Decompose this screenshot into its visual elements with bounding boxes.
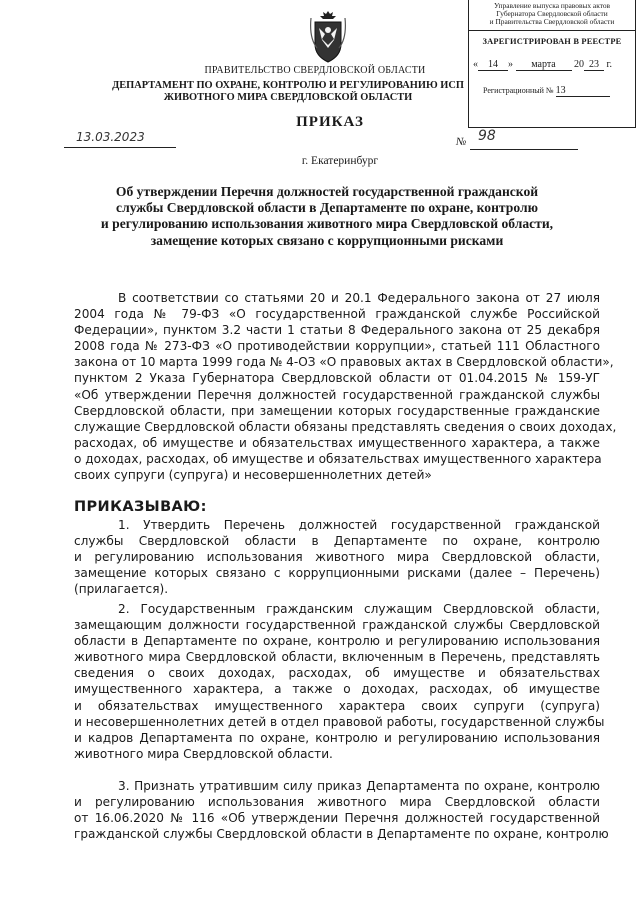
- text-line: и регулированию использования животного мира Свердловской области,: [74, 550, 600, 565]
- stamp-registered-label: ЗАРЕГИСТРИРОВАН В РЕЕСТРЕ: [482, 36, 622, 46]
- text-line: В соответствии со статьями 20 и 20.1 Федерального закона от 27 июля: [118, 291, 600, 305]
- text-line: о доходах, расходах, об имуществе и обязательствах имущественного характера: [74, 451, 602, 466]
- text-line: 2004 года № 79-ФЗ «О государственной гражданской службе Российской: [74, 307, 600, 322]
- text-line: и несовершеннолетних детей в отдел правовой работы, государственной службы: [74, 714, 605, 729]
- text-line: 2008 года № 273-ФЗ «О противодействии коррупции», статьей 111 Областного: [74, 339, 600, 354]
- date-underline: [64, 147, 176, 148]
- text-line: и регулированию использования животного мира Свердловской области: [74, 795, 600, 810]
- text-line: замещающим должности государственной гражданской службы Свердловской: [74, 618, 600, 633]
- handwritten-number: 98: [478, 128, 496, 144]
- stamp-header: [469, 0, 635, 31]
- stamp-day: 14: [478, 59, 508, 71]
- title-line: службы Свердловской области в Департаменте по охране, контролю: [116, 200, 538, 216]
- order-heading: ПРИКАЗЫВАЮ:: [74, 499, 207, 515]
- order-item-3: [74, 778, 609, 842]
- handwritten-date: 13.03.2023: [76, 130, 145, 144]
- text-line: 1. Утвердить Перечень должностей государственной гражданской: [118, 518, 600, 532]
- text-line: Федерации», пунктом 3.2 части 1 статьи 8 Федерального закона от 25 декабря: [74, 323, 600, 338]
- coat-of-arms-icon: [309, 8, 347, 66]
- stamp-reg-number: 13: [556, 85, 610, 97]
- city-name: г. Екатеринбург: [301, 155, 379, 167]
- stamp-year-suffix: 23: [584, 59, 604, 71]
- text-line: животного мира Свердловской области.: [74, 746, 333, 761]
- stamp-year-unit: г.: [606, 58, 612, 70]
- title-line: замещение которых связано с коррупционными рисками: [150, 232, 504, 248]
- text-line: замещение которых связано с коррупционными рисками (далее – Перечень): [74, 566, 600, 581]
- text-line: (прилагается).: [74, 582, 169, 597]
- text-line: служащие Свердловской области обязаны представлять сведения о своих доходах,: [74, 419, 617, 434]
- government-name: ПРАВИТЕЛЬСТВО СВЕРДЛОВСКОЙ ОБЛАСТИ: [204, 65, 426, 76]
- text-line: 3. Признать утратившим силу приказ Департамента по охране, контролю: [118, 779, 600, 793]
- department-name-line: ЖИВОТНОГО МИРА СВЕРДЛОВСКОЙ ОБЛАСТИ: [163, 92, 413, 104]
- department-name-line: ДЕПАРТАМЕНТ ПО ОХРАНЕ, КОНТРОЛЮ И РЕГУЛИРОВАНИЮ ИСП: [112, 80, 464, 91]
- stamp-month: марта: [516, 59, 572, 71]
- title-line: и регулированию использования животного мира Свердловской области,: [100, 216, 554, 232]
- stamp-quote-close: »: [508, 58, 513, 70]
- text-line: пунктом 2 Указа Губернатора Свердловской области от 01.04.2015 № 159-УГ: [74, 371, 600, 386]
- number-label: №: [456, 136, 467, 148]
- department-name: [108, 80, 468, 105]
- text-line: «Об утверждении Перечня должностей государственной гражданской службы: [74, 387, 600, 402]
- stamp-date: [469, 59, 635, 71]
- text-line: 2. Государственным гражданским служащим Свердловской области,: [118, 602, 600, 616]
- text-line: и кадров Департамента по охране, контролю и регулированию использования: [74, 730, 600, 745]
- stamp-registration-number: [469, 85, 635, 97]
- text-line: животного мира Свердловской области, включенным в Перечень, представлять: [74, 650, 600, 665]
- preamble-paragraph: [74, 290, 617, 483]
- text-line: закона от 10 марта 1999 года № 4-ОЗ «О правовых актах в Свердловской области»,: [74, 355, 614, 370]
- text-line: сведения о своих доходах, расходах, об имуществе и обязательствах: [74, 666, 600, 681]
- text-line: гражданской службы Свердловской области в Департаменте по охране, контролю: [74, 827, 609, 842]
- text-line: своих супруги (супруга) и несовершеннолетних детей»: [74, 468, 432, 483]
- stamp-header-line: Губернатора Свердловской области: [496, 9, 608, 19]
- stamp-reg-label: Регистрационный №: [483, 85, 554, 95]
- document-type: ПРИКАЗ: [296, 114, 364, 130]
- text-line: области в Департаменте по охране, контролю и регулированию использования: [74, 634, 600, 649]
- number-underline: [470, 149, 578, 150]
- document-title: [84, 184, 570, 249]
- text-line: расходах, об имуществе и обязательствах имущественного характера, а также: [74, 435, 600, 450]
- stamp-header-line: Управление выпуска правовых актов: [493, 1, 611, 10]
- title-line: Об утверждении Перечня должностей государственной гражданской: [115, 184, 539, 199]
- registration-stamp: [468, 0, 636, 128]
- text-line: Свердловской области, при замещении которых государственные гражданские: [74, 403, 600, 418]
- text-line: имущественного характера, а также о доходах, расходах, об имуществе: [74, 682, 600, 697]
- stamp-quote-open: «: [473, 58, 478, 70]
- text-line: от 16.06.2020 № 116 «Об утверждении Перечня должностей государственной: [74, 811, 600, 826]
- stamp-header-line: и Правительства Свердловской области: [489, 17, 615, 27]
- order-item-2: [74, 601, 605, 762]
- text-line: службы Свердловской области в Департаменте по охране, контролю: [74, 534, 600, 549]
- stamp-year-prefix: 20: [574, 58, 584, 70]
- text-line: и обязательствах имущественного характера своих супруги (супруга): [74, 698, 600, 713]
- order-item-1: [74, 517, 600, 597]
